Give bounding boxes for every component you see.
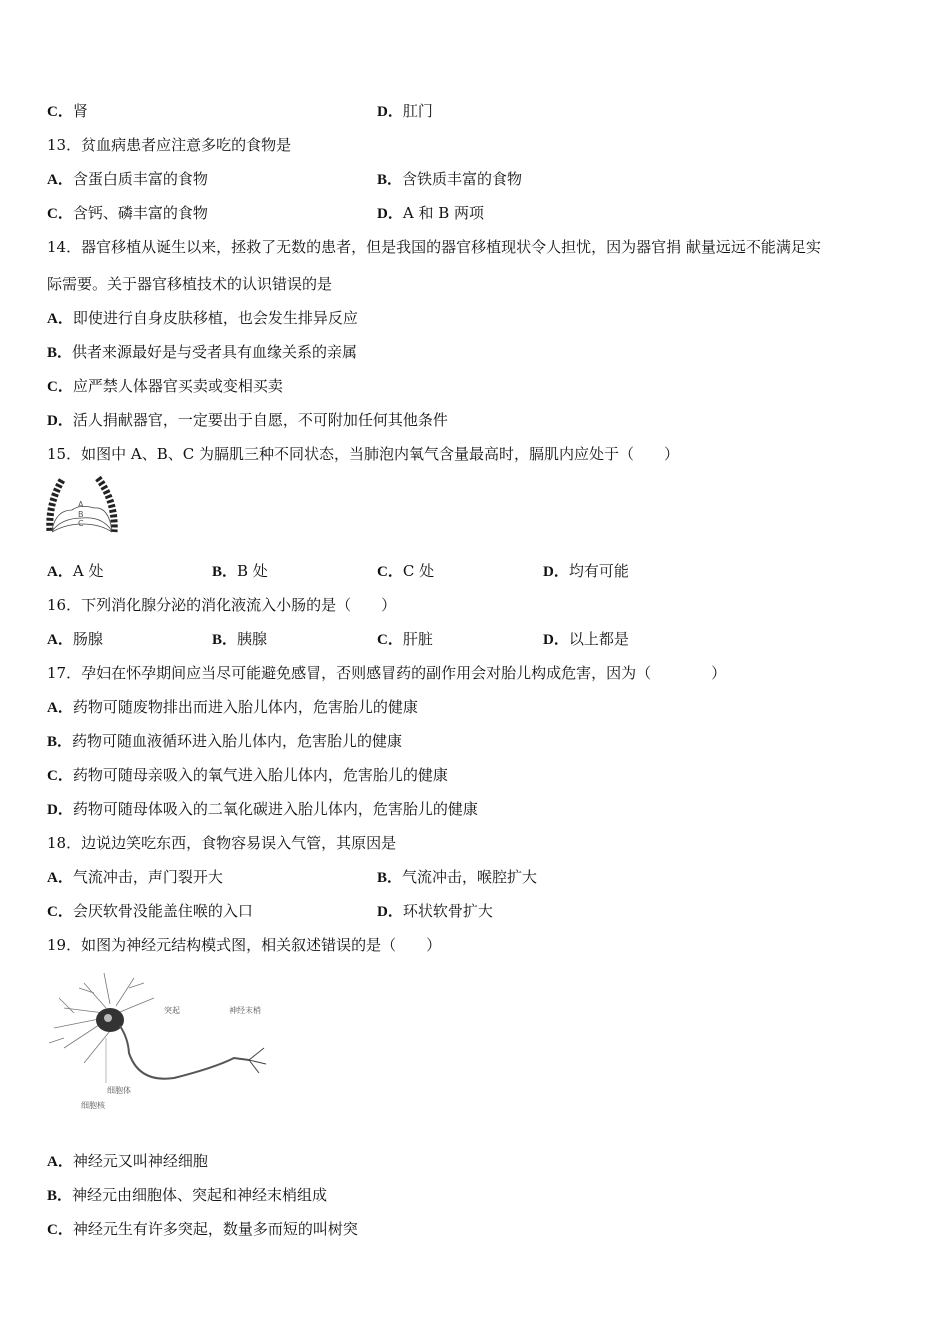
q13-option-b: B．含铁质丰富的食物 (377, 170, 523, 188)
q17-option-d: D．药物可随母体吸入的二氧化碳进入胎儿体内，危害胎儿的健康 (47, 800, 478, 818)
q13-option-a: A．含蛋白质丰富的食物 (47, 170, 208, 188)
q14-stem-line2: 际需要。关于器官移植技术的认识错误的是 (47, 275, 333, 293)
q18-option-d: D．环状软骨扩大 (377, 902, 493, 920)
q15-option-c: C．C 处 (377, 562, 435, 580)
neuron-figure (44, 968, 284, 1113)
q17-option-c: C．药物可随母亲吸入的氧气进入胎儿体内，危害胎儿的健康 (47, 766, 448, 784)
q17-stem: 17．孕妇在怀孕期间应当尽可能避免感冒，否则感冒药的副作用会对胎儿构成危害，因为（ ） (47, 664, 727, 682)
q16-option-b: B．胰腺 (212, 630, 268, 648)
svg-text:B: B (78, 510, 84, 519)
q12-option-c: C．肾 (47, 102, 88, 120)
q15-option-b: B．B 处 (212, 562, 268, 580)
svg-text:C: C (78, 519, 84, 528)
q17-option-b: B．药物可随血液循环进入胎儿体内，危害胎儿的健康 (47, 732, 403, 750)
q14-option-d: D．活人捐献器官，一定要出于自愿，不可附加任何其他条件 (47, 411, 448, 429)
q16-option-a: A．肠腺 (47, 630, 103, 648)
q13-option-c: C．含钙、磷丰富的食物 (47, 204, 208, 222)
q14-stem-line1: 14．器官移植从诞生以来，拯救了无数的患者，但是我国的器官移植现状令人担忧，因为器官捐 献量远远不能满足实 (47, 238, 821, 256)
q17-option-a: A．药物可随废物排出而进入胎儿体内，危害胎儿的健康 (47, 698, 418, 716)
q19-stem: 19．如图为神经元结构模式图，相关叙述错误的是（ ） (47, 936, 442, 954)
q18-stem: 18．边说边笑吃东西，食物容易误入气管，其原因是 (47, 834, 397, 852)
q13-option-d: D．A 和 B 两项 (377, 204, 485, 222)
svg-text:细胞核: 细胞核 (81, 1101, 105, 1110)
q18-option-c: C．会厌软骨没能盖住喉的入口 (47, 902, 253, 920)
q12-option-d: D．肛门 (377, 102, 433, 120)
q15-option-a: A．A 处 (47, 562, 104, 580)
q13-stem: 13．贫血病患者应注意多吃的食物是 (47, 136, 292, 154)
q19-option-a: A．神经元又叫神经细胞 (47, 1152, 208, 1170)
svg-text:神经末梢: 神经末梢 (229, 1006, 261, 1015)
q16-option-d: D．以上都是 (543, 630, 629, 648)
svg-text:A: A (78, 500, 84, 509)
svg-text:细胞体: 细胞体 (107, 1086, 131, 1095)
q16-option-c: C．肝脏 (377, 630, 433, 648)
q19-option-c: C．神经元生有许多突起，数量多而短的叫树突 (47, 1220, 358, 1238)
q15-stem: 15．如图中 A、B、C 为膈肌三种不同状态，当肺泡内氧气含量最高时，膈肌内应处于（ ） (47, 445, 679, 463)
q19-option-b: B．神经元由细胞体、突起和神经末梢组成 (47, 1186, 328, 1204)
q14-option-c: C．应严禁人体器官买卖或变相买卖 (47, 377, 283, 395)
q18-option-a: A．气流冲击，声门裂开大 (47, 868, 223, 886)
q18-option-b: B．气流冲击，喉腔扩大 (377, 868, 538, 886)
q15-option-d: D．均有可能 (543, 562, 629, 580)
svg-text:突起: 突起 (164, 1006, 180, 1015)
diaphragm-figure (44, 474, 124, 538)
q14-option-a: A．即使进行自身皮肤移植，也会发生排异反应 (47, 309, 358, 327)
q14-option-b: B．供者来源最好是与受者具有血缘关系的亲属 (47, 343, 358, 361)
q16-stem: 16．下列消化腺分泌的消化液流入小肠的是（ ） (47, 596, 397, 614)
